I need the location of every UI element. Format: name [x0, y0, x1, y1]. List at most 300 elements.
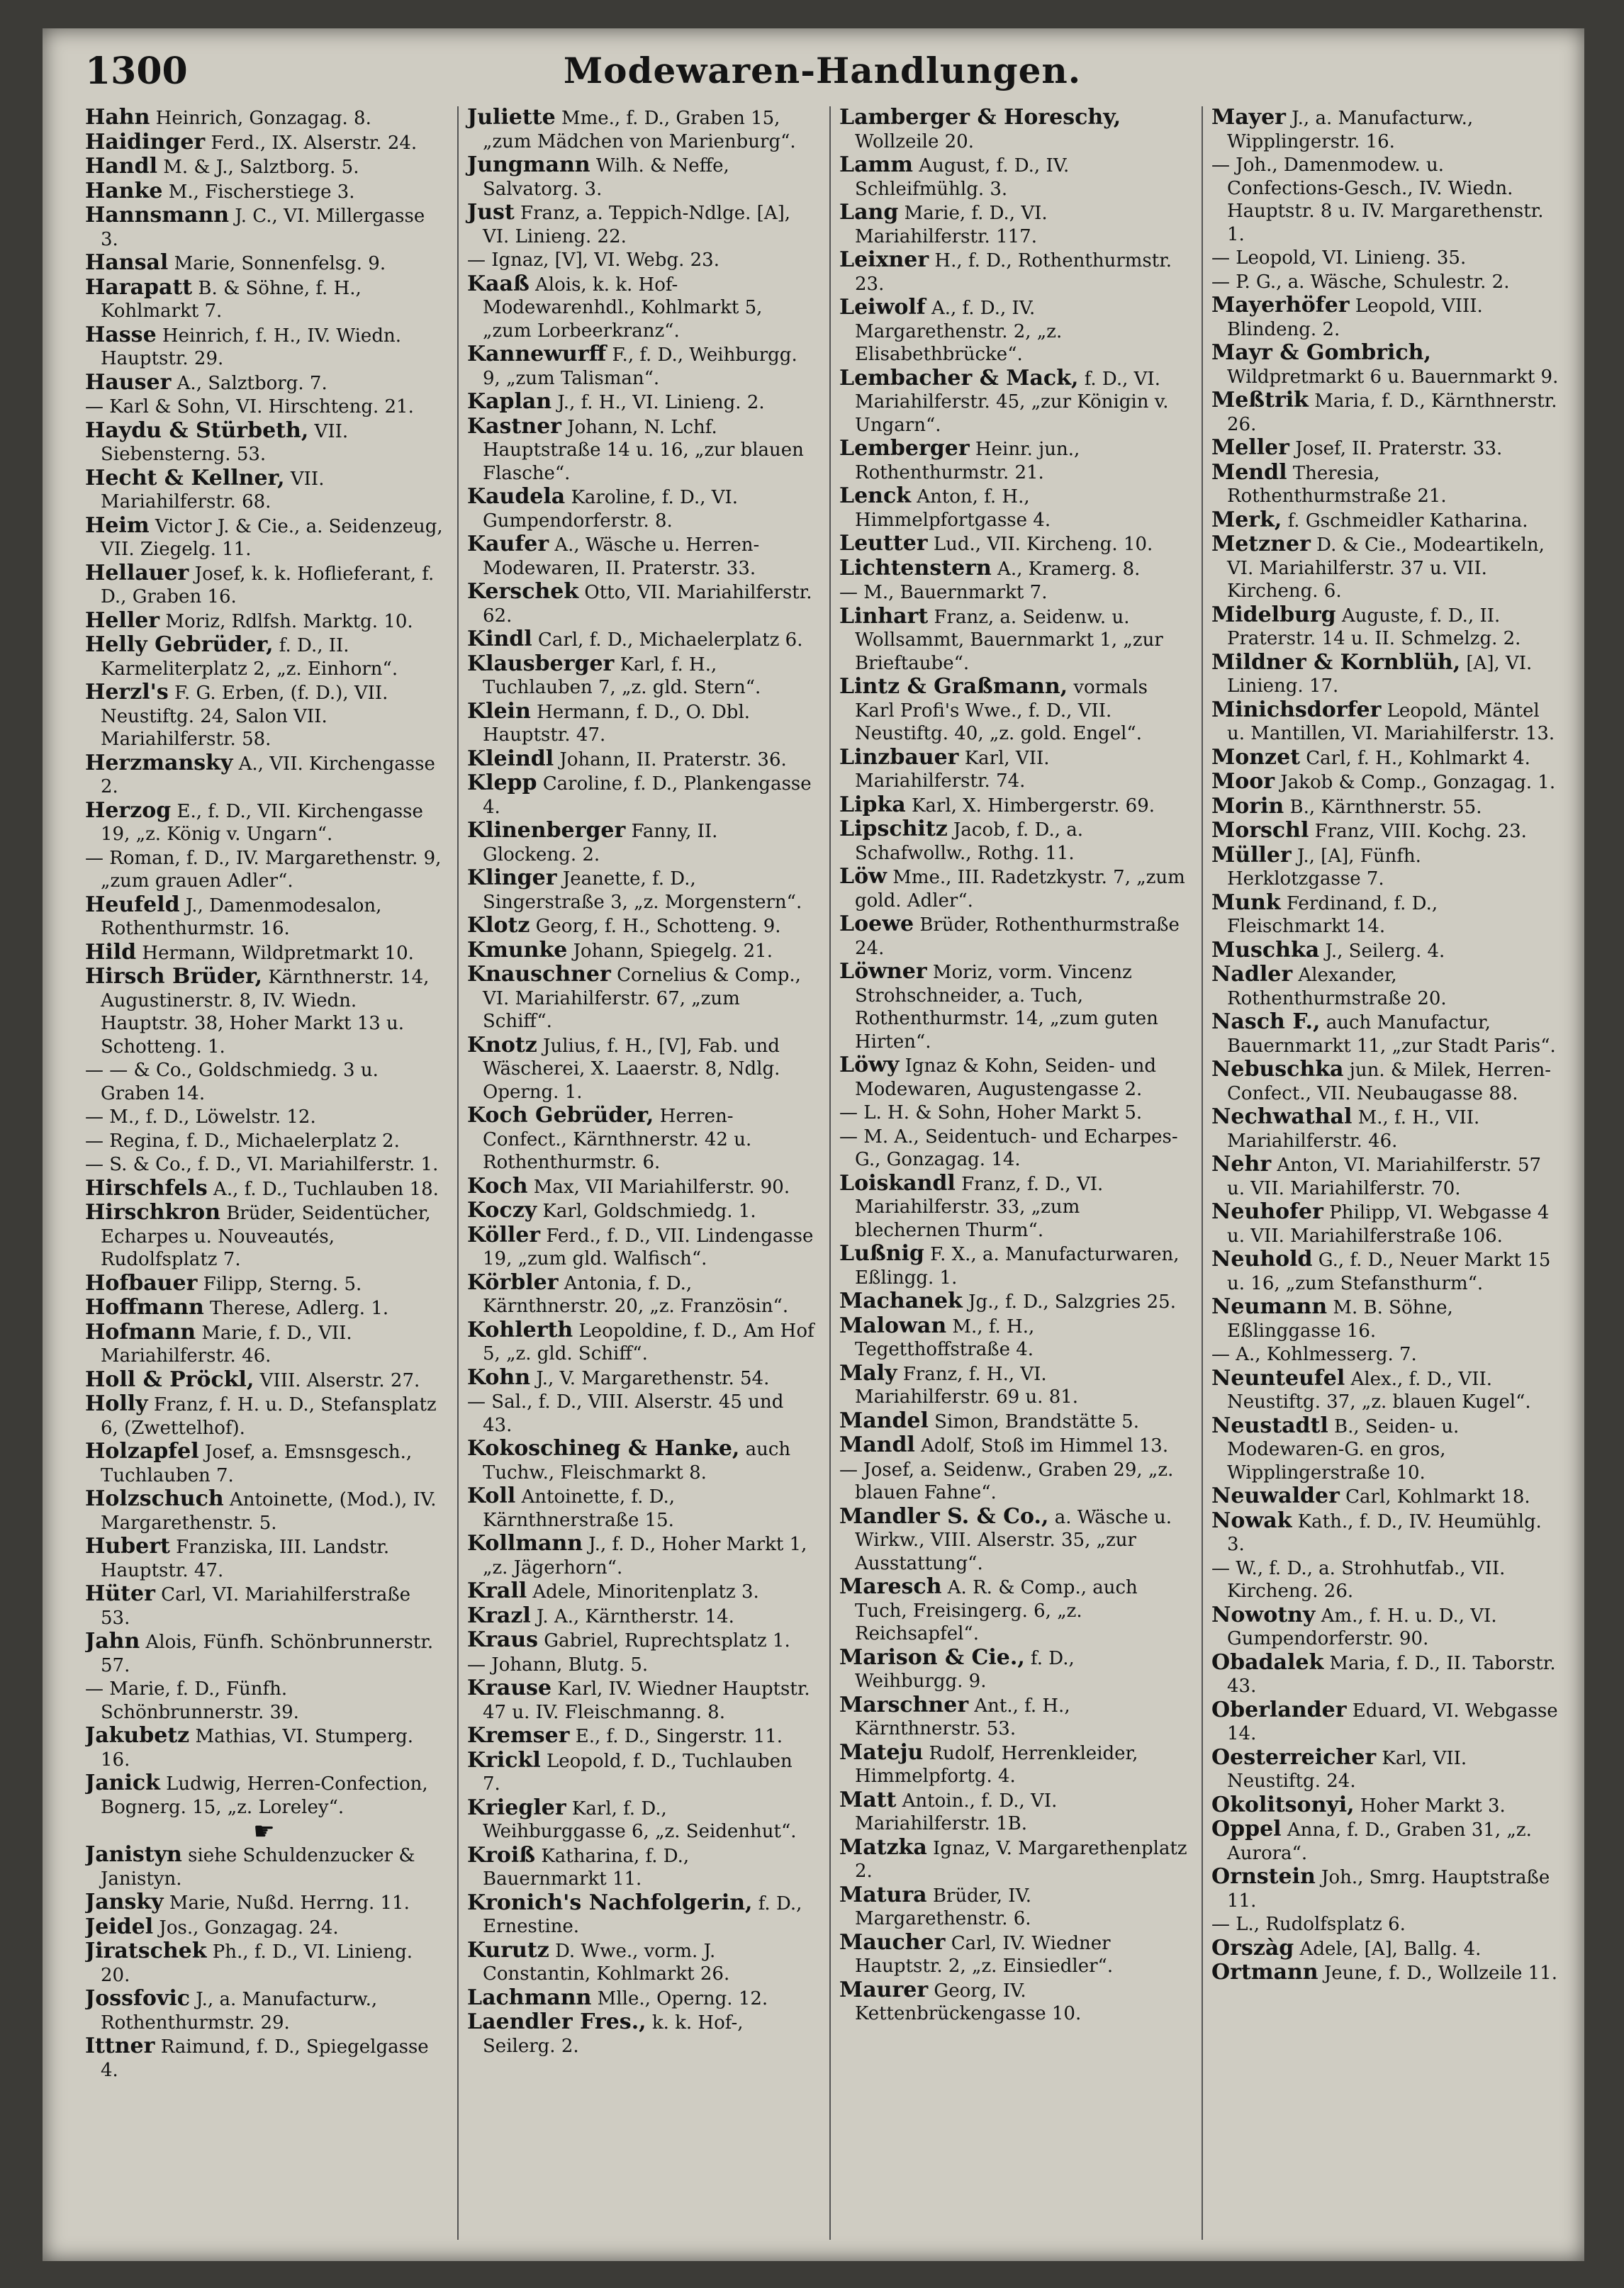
entry-details: a. Wäsche u. Wirkw., VIII. Alserstr. 35, „zur Ausstattung“. [855, 1506, 1172, 1574]
entry-name: Lenck [839, 483, 912, 508]
directory-entry [1211, 892, 1559, 938]
entry-details: Mme., f. D., Graben 15, „zum Mädchen von Marienburg“. [483, 108, 796, 152]
entry-details: D. & Cie., Modeartikeln, VI. Mariahilferstr. 37 u. VII. Kircheng. 6. [1227, 534, 1545, 602]
directory-entry [839, 106, 1187, 153]
entry-name: Kohn [467, 1364, 531, 1390]
entry-name: Moor [1211, 769, 1275, 794]
entry-name: Hasse [85, 322, 157, 347]
directory-entry [839, 1362, 1187, 1409]
entry-details: Alexander, Rothenthurmstraße 20. [1227, 965, 1447, 1009]
directory-entry [1211, 294, 1559, 341]
entry-name: Mayerhöfer [1211, 293, 1350, 318]
entry-name: Ornstein [1211, 1864, 1316, 1889]
directory-entry [467, 533, 815, 580]
entry-details: Moriz, Rdlfsh. Marktg. 10. [159, 610, 413, 632]
entry-name: Maresch [839, 1574, 942, 1599]
entry-name: Lemberger [839, 436, 970, 461]
directory-entry [1211, 389, 1559, 436]
entry-name: Machanek [839, 1289, 963, 1313]
entry-name: Oppel [1211, 1817, 1282, 1841]
entry-name: Müller [1211, 842, 1292, 868]
entry-details: Johann, N. Lchf. Hauptstraße 14 u. 16, „zur blauen Flasche“. [483, 416, 804, 484]
directory-entry [85, 607, 443, 634]
entry-name: Jossfovic [85, 1986, 190, 2011]
directory-entry [1211, 819, 1559, 843]
entry-name: Koll [467, 1484, 516, 1508]
directory-entry [85, 1369, 443, 1393]
entry-name: Matt [839, 1787, 897, 1812]
entry-name: Lintz & Graßmann, [839, 674, 1068, 699]
entry-details: — Johann, Blutg. 5. [467, 1654, 649, 1676]
entry-details: — W., f. D., a. Strohhutfab., VII. Kircheng. 26. [1211, 1557, 1506, 1602]
directory-entry [839, 1739, 1187, 1788]
directory-entry [839, 1101, 1187, 1125]
entry-details: Am., f. H. u. D., VI. Gumpendorferstr. 90. [1227, 1605, 1497, 1649]
entry-name: Laendler Fres., [467, 2009, 646, 2034]
entry-details: M., f. H., Tegetthoffstraße 4. [855, 1316, 1035, 1360]
entry-name: Leutter [839, 531, 928, 556]
entry-details: August, f. D., IV. Schleifmühlg. 3. [855, 155, 1070, 200]
directory-columns [85, 106, 1559, 2240]
directory-entry [839, 296, 1187, 366]
entry-name: Kaufer [467, 532, 549, 556]
entry-details: Franz, a. Teppich-Ndlge. [A], VI. Linieng. 22. [483, 203, 791, 247]
entry-details: Maria, f. D., II. Taborstr. 43. [1227, 1652, 1556, 1697]
entry-details: — Ignaz, [V], VI. Webg. 23. [467, 249, 719, 271]
entry-details: Jos., Gonzagag. 24. [153, 1917, 339, 1939]
directory-entry [85, 1725, 443, 1771]
directory-entry [839, 1979, 1187, 2026]
entry-name: Hofbauer [85, 1270, 198, 1296]
entry-details: Wilh. & Neffe, Salvatorg. 3. [483, 155, 729, 200]
entry-details: J., a. Manufacturw., Wipplingerstr. 16. [1227, 108, 1474, 152]
entry-name: Löwner [839, 959, 927, 984]
directory-entry [1211, 1201, 1559, 1247]
entry-name: Köller [467, 1222, 541, 1247]
entry-name: Hild [85, 939, 137, 965]
entry-details: Karl, VII. Mariahilferstr. 74. [855, 747, 1050, 792]
directory-entry [1211, 1961, 1559, 1985]
directory-entry [85, 1296, 443, 1320]
directory-entry [85, 106, 443, 130]
entry-name: Kriegler [467, 1795, 566, 1820]
entry-details: Carl, Kohlmarkt 18. [1339, 1486, 1530, 1508]
entry-details: Jg., f. D., Salzgries 25. [962, 1291, 1176, 1313]
directory-entry [85, 1678, 443, 1724]
entry-name: Nadler [1211, 962, 1293, 987]
entry-name: Malowan [839, 1313, 947, 1338]
directory-entry [839, 913, 1187, 960]
entry-details: Caroline, f. D., Plankengasse 4. [483, 773, 812, 818]
entry-name: Maly [839, 1360, 897, 1386]
entry-name: Lamm [839, 152, 914, 177]
directory-entry [839, 485, 1187, 532]
directory-entry [467, 273, 815, 343]
directory-entry [85, 1772, 443, 1819]
entry-details: Hermann, f. D., O. Dbl. Hauptstr. 47. [483, 701, 751, 746]
entry-details: Johann, II. Praterstr. 36. [554, 748, 787, 770]
entry-name: Hofmann [85, 1319, 196, 1345]
entry-details: A., Kramerg. 8. [991, 558, 1141, 580]
directory-entry [85, 155, 443, 179]
entry-name: Lamberger & Horeschy, [839, 106, 1121, 130]
entry-details: B. & Söhne, f. H., Kohlmarkt 7. [101, 277, 362, 322]
directory-entry [467, 1725, 815, 1749]
directory-entry [85, 324, 443, 371]
entry-name: Maucher [839, 1929, 946, 1955]
entry-details: Antonia, f. D., Kärnthnerstr. 20, „z. Französin“. [483, 1272, 789, 1317]
directory-entry [85, 2035, 443, 2082]
directory-entry [1211, 651, 1559, 698]
entry-details: f. Gschmeidler Katharina. [1282, 510, 1528, 532]
directory-entry [1211, 106, 1559, 153]
entry-details: A., Wäsche u. Herren-Modewaren, II. Praterstr. 33. [483, 534, 760, 579]
directory-entry [839, 865, 1187, 912]
entry-name: Obadalek [1211, 1649, 1324, 1675]
entry-details: Joh., Smrg. Hauptstraße 11. [1227, 1867, 1550, 1912]
entry-details: Anton, VI. Mariahilferstr. 57 u. VII. Mariahilferstr. 70. [1227, 1155, 1542, 1199]
directory-entry [85, 467, 443, 514]
entry-details: Leopold, VIII. Blindeng. 2. [1227, 296, 1483, 340]
directory-entry [839, 1172, 1187, 1243]
entry-details: M., Fischerstiege 3. [162, 181, 355, 203]
entry-name: Kokoschineg & Hanke, [467, 1436, 740, 1461]
directory-entry [839, 532, 1187, 556]
entry-name: Hansal [85, 250, 169, 275]
column-2 [457, 106, 815, 2240]
entry-name: Klinger [467, 865, 557, 890]
entry-details: J., V. Margarethenstr. 54. [530, 1367, 770, 1389]
entry-details: Brüder, Seidentücher, Echarpes u. Nouveautés, Rudolfsplatz 7. [101, 1203, 431, 1270]
entry-details: Ph., f. D., VI. Linieng. 20. [101, 1941, 413, 1986]
entry-name: Harapatt [85, 274, 193, 300]
entry-name: Janistyn [85, 1842, 182, 1867]
entry-name: Knauschner [467, 962, 611, 987]
directory-entry [467, 1580, 815, 1604]
entry-details: — Leopold, VI. Linieng. 35. [1211, 247, 1467, 269]
entry-details: Alex., f. D., VII. Neustiftg. 37, „z. blauen Kugel“. [1227, 1368, 1531, 1413]
entry-details: Carl, IV. Wiedner Hauptstr. 2, „z. Einsiedler“. [855, 1932, 1114, 1977]
entry-name: Jansky [85, 1890, 164, 1914]
entry-details: Karoline, f. D., VI. Gumpendorferstr. 8. [483, 487, 739, 532]
entry-name: Kraus [467, 1627, 539, 1652]
entry-name: Kremser [467, 1723, 570, 1748]
directory-entry [85, 1583, 443, 1630]
entry-details: Victor J. & Cie., a. Seidenzeug, VII. Ziegelg. 11. [101, 515, 443, 560]
directory-entry [839, 1434, 1187, 1458]
entry-name: Kohlerth [467, 1317, 573, 1342]
directory-entry [839, 1884, 1187, 1931]
directory-entry [839, 1126, 1187, 1172]
entry-name: Lachmann [467, 1985, 592, 2010]
entry-name: Lembacher & Mack, [839, 365, 1079, 391]
directory-entry [467, 1844, 815, 1891]
directory-entry [1211, 1699, 1559, 1746]
entry-name: Morin [1211, 793, 1284, 819]
directory-entry [85, 965, 443, 1058]
entry-details: G., f. D., Neuer Markt 15 u. 16, „zum Stefansthurm“. [1227, 1250, 1551, 1294]
entry-details: J., a. Manufacturw., Rothenthurmstr. 29. [101, 1989, 378, 2034]
page-number: 1300 [85, 50, 188, 93]
directory-entry [467, 1485, 815, 1532]
entry-name: Heim [85, 512, 150, 538]
entry-details: D. Wwe., vorm. J. Constantin, Kohlmarkt 26. [483, 1940, 730, 1985]
entry-name: Löwy [839, 1053, 900, 1077]
directory-entry [85, 1177, 443, 1201]
entry-name: Klein [467, 698, 531, 724]
entry-name: Kurutz [467, 1937, 549, 1963]
directory-entry [85, 417, 443, 466]
entry-details: Max, VII Mariahilferstr. 90. [527, 1176, 790, 1198]
entry-name: Krall [467, 1578, 527, 1603]
pointing-hand-icon: ☛ [253, 1817, 275, 1846]
entry-details: Moriz, vorm. Vincenz Strohschneider, a. Tuch, Rothenthurmstr. 14, „zum guten Hirten“. [855, 962, 1158, 1053]
directory-entry [467, 415, 815, 486]
entry-name: Kleindl [467, 746, 554, 771]
entry-details: Karl, Goldschmiedg. 1. [537, 1201, 756, 1222]
entry-details: Carl, f. H., Kohlmarkt 4. [1300, 747, 1530, 769]
entry-details: Mathias, VI. Stumperg. 16. [101, 1726, 414, 1771]
entry-details: F., f. D., Weihburgg. 9, „zum Talisman“. [483, 344, 797, 389]
entry-name: Helly Gebrüder, [85, 632, 274, 657]
entry-details: — M., Bauernmarkt 7. [839, 582, 1048, 603]
directory-entry [85, 276, 443, 323]
directory-entry [1211, 1011, 1559, 1058]
entry-details: Katharina, f. D., Bauernmarkt 11. [483, 1845, 690, 1890]
entry-details: Brüder, Rothenthurmstraße 24. [855, 914, 1180, 959]
directory-entry [839, 794, 1187, 818]
directory-entry [467, 867, 815, 914]
entry-name: Mateju [839, 1739, 924, 1765]
directory-entry [467, 1892, 815, 1939]
entry-details: VII. Mariahilferstr. 68. [101, 468, 325, 512]
entry-name: Meßtrik [1211, 388, 1309, 413]
entry-details: — Regina, f. D., Michaelerplatz 2. [85, 1130, 400, 1152]
entry-details: J., Seilerg. 4. [1319, 940, 1445, 962]
entry-name: Hannsmann [85, 203, 230, 228]
entry-details: Leopold, f. D., Tuchlauben 7. [483, 1750, 793, 1795]
directory-entry [85, 1535, 443, 1582]
directory-entry [839, 437, 1187, 484]
directory-entry [1211, 1343, 1559, 1367]
directory-entry [85, 752, 443, 799]
entry-details: A., f. D., IV. Margarethenstr. 2, „z. Elisabethbrücke“. [855, 298, 1063, 365]
directory-entry [1211, 1913, 1559, 1936]
entry-details: — Marie, f. D., Fünfh. Schönbrunnerstr. 39. [85, 1678, 299, 1723]
directory-entry [467, 939, 815, 963]
entry-name: Krazl [467, 1603, 531, 1628]
entry-name: Neuhold [1211, 1247, 1313, 1272]
entry-details: Brüder, IV. Margarethenstr. 6. [855, 1885, 1032, 1929]
directory-entry [1211, 154, 1559, 246]
entry-details: Heinrich, Gonzagag. 8. [150, 108, 371, 129]
directory-entry [467, 1199, 815, 1223]
directory-entry [1211, 1557, 1559, 1603]
entry-name: Löw [839, 864, 887, 889]
entry-details: Karl, f. D., Weihburggasse 6, „z. Seidenhut“. [483, 1798, 797, 1842]
directory-entry [839, 1459, 1187, 1505]
directory-entry [467, 1175, 815, 1199]
directory-entry [1211, 1510, 1559, 1557]
entry-name: Mandel [839, 1408, 929, 1433]
directory-entry [1211, 770, 1559, 795]
entry-name: Klotz [467, 913, 530, 938]
entry-details: — P. G., a. Wäsche, Schulestr. 2. [1211, 271, 1510, 293]
entry-details: Wildpretmarkt 6 u. Bauernmarkt 9. [1227, 366, 1559, 388]
entry-name: Hecht & Kellner, [85, 465, 285, 490]
entry-details: J. C., VI. Millergasse 3. [101, 206, 425, 250]
entry-details: Franz, f. H., VI. Mariahilferstr. 69 u. 81. [855, 1363, 1079, 1408]
entry-name: Heller [85, 607, 160, 633]
entry-details: Josef, k. k. Hoflieferant, f. D., Graben 16. [101, 563, 435, 607]
directory-entry [839, 1290, 1187, 1314]
entry-details: siehe Schuldenzucker & Janistyn. [101, 1845, 415, 1890]
entry-details: J., [A], Fünfh. Herklotzgasse 7. [1227, 845, 1421, 890]
column-1 [85, 106, 443, 2240]
directory-entry [467, 653, 815, 700]
directory-entry [467, 1654, 815, 1677]
directory-entry [1211, 1937, 1559, 1961]
directory-entry [467, 1629, 815, 1653]
entry-name: Jiratschek [85, 1939, 207, 1963]
entry-name: Hanke [85, 178, 163, 203]
page-title: Modewaren-Handlungen. [563, 50, 1082, 91]
entry-details: Ferd., IX. Alserstr. 24. [205, 132, 418, 154]
directory-entry [85, 1130, 443, 1153]
entry-name: Neunteufel [1211, 1365, 1345, 1391]
entry-name: Nechwathal [1211, 1104, 1353, 1129]
entry-name: Linhart [839, 603, 929, 629]
entry-details: Heinr. jun., Rothenthurmstr. 21. [855, 439, 1080, 483]
entry-details: Josef, a. Emsnsgesch., Tuchlauben 7. [101, 1442, 413, 1486]
entry-name: Körbler [467, 1269, 559, 1295]
directory-entry [467, 2011, 815, 2058]
entry-details: A., VII. Kirchengasse 2. [101, 753, 435, 797]
entry-name: Lipschitz [839, 817, 948, 841]
directory-entry [85, 1987, 443, 2034]
entry-name: Hüter [85, 1581, 155, 1606]
entry-details: Wollzeile 20. [855, 130, 974, 152]
entry-details: Maria, f. D., Kärnthnerstr. 26. [1227, 391, 1557, 435]
entry-name: Nebuschka [1211, 1057, 1344, 1082]
directory-entry [85, 1106, 443, 1129]
entry-name: Loiskandl [839, 1170, 956, 1196]
directory-entry [839, 1054, 1187, 1101]
entry-details: Karl, VII. Neustiftg. 24. [1227, 1747, 1467, 1792]
entry-details: Jeune, f. D., Wollzeile 11. [1318, 1963, 1557, 1984]
entry-details: J., Damenmodesalon, Rothenthurmstr. 16. [101, 895, 382, 939]
entry-details: [A], VI. Linieng. 17. [1227, 652, 1533, 697]
entry-details: Adele, Minoritenplatz 3. [527, 1581, 759, 1603]
entry-details: M. & J., Salztborg. 5. [157, 157, 359, 178]
entry-details: Anna, f. D., Graben 31, „z. Aurora“. [1227, 1819, 1532, 1864]
entry-name: Kroiß [467, 1842, 536, 1868]
entry-details: Franz, f. D., VI. Mariahilferstr. 33, „zum blechernen Thurm“. [855, 1173, 1104, 1241]
directory-entry [467, 1269, 815, 1318]
entry-details: Antoinette, (Mod.), IV. Margarethenstr. 5. [101, 1489, 437, 1534]
directory-entry [85, 371, 443, 396]
entry-details: f. D., Weihburgg. 9. [855, 1647, 1075, 1692]
directory-entry [1211, 1818, 1559, 1865]
directory-entry [467, 1987, 815, 2011]
entry-details: Franziska, III. Landstr. Hauptstr. 47. [101, 1537, 390, 1581]
directory-entry [839, 249, 1187, 296]
entry-details: — Karl & Sohn, VI. Hirschteng. 21. [85, 396, 414, 417]
directory-entry [839, 557, 1187, 581]
entry-details: Jeanette, f. D., Singerstraße 3, „z. Morgenstern“. [483, 868, 802, 913]
directory-entry [1211, 1485, 1559, 1509]
entry-details: B., Seiden- u. Modewaren-G. en gros, Wipplingerstraße 10. [1227, 1415, 1460, 1484]
entry-details: — L. H. & Sohn, Hoher Markt 5. [839, 1102, 1143, 1123]
entry-name: Nowotny [1211, 1602, 1316, 1627]
entry-details: — Roman, f. D., IV. Margarethenstr. 9, „zum grauen Adler“. [85, 847, 442, 892]
entry-name: Kindl [467, 627, 532, 651]
entry-details: Otto, VII. Mariahilferstr. 62. [483, 582, 812, 627]
entry-details: Ferdinand, f. D., Fleischmarkt 14. [1227, 892, 1438, 937]
entry-name: Holzapfel [85, 1439, 199, 1464]
entry-name: Mandl [839, 1432, 915, 1457]
directory-entry [85, 1940, 443, 1987]
entry-name: Metzner [1211, 532, 1311, 556]
entry-details: Carl, f. D., Michaelerplatz 6. [532, 629, 803, 651]
entry-details: Ignaz & Kohn, Seiden- und Modewaren, Augustengasse 2. [855, 1055, 1157, 1100]
directory-entry [85, 1272, 443, 1296]
directory-entry [467, 748, 815, 772]
entry-details: Hoher Markt 3. [1354, 1795, 1506, 1817]
directory-entry [467, 1677, 815, 1724]
entry-name: Jakubetz [85, 1723, 190, 1748]
entry-details: Karl, f. H., Tuchlauben 7, „z. gld. Stern“. [483, 654, 761, 698]
entry-details: Hermann, Wildpretmarkt 10. [136, 942, 414, 964]
directory-entry [467, 581, 815, 627]
directory-entry [467, 914, 815, 938]
entry-details: Heinrich, f. H., IV. Wiedn. Hauptstr. 29. [101, 325, 401, 369]
entry-name: Klinenberger [467, 818, 626, 843]
directory-entry [1211, 939, 1559, 963]
directory-entry [1211, 746, 1559, 770]
entry-name: Krickl [467, 1747, 541, 1773]
directory-entry [467, 1939, 815, 1986]
entry-name: Holl & Pröckl, [85, 1367, 254, 1392]
entry-name: Heufeld [85, 892, 180, 917]
entry-name: Nowak [1211, 1508, 1292, 1533]
directory-entry [1211, 1106, 1559, 1153]
directory-entry [467, 1224, 815, 1271]
entry-details: Mme., III. Radetzkystr. 7, „zum gold. Adler“. [855, 867, 1185, 912]
entry-details: A., f. D., Tuchlauben 18. [207, 1178, 439, 1200]
directory-entry [1211, 1866, 1559, 1912]
entry-details: Alois, Fünfh. Schönbrunnerstr. 57. [101, 1632, 434, 1676]
entry-name: Marschner [839, 1692, 969, 1717]
entry-name: Oesterreicher [1211, 1744, 1377, 1770]
directory-entry [467, 1364, 815, 1391]
directory-entry [467, 1391, 815, 1437]
entry-name: Lichtenstern [839, 555, 992, 581]
directory-entry [839, 605, 1187, 675]
entry-name: Mandler S. & Co., [839, 1503, 1049, 1529]
directory-entry [1211, 1296, 1559, 1342]
entry-name: Monzet [1211, 744, 1301, 770]
directory-entry [85, 1440, 443, 1487]
directory-entry [839, 1931, 1187, 1978]
entry-details: Franz, a. Seidenw. u. Wollsammt, Bauernmarkt 1, „zur Brieftaube“. [855, 606, 1163, 674]
column-4 [1202, 106, 1559, 2240]
entry-details: Anton, f. H., Himmelpfortgasse 4. [855, 486, 1051, 531]
directory-entry [1211, 1367, 1559, 1414]
entry-name: Holzschuch [85, 1486, 224, 1511]
entry-details: f. D., II. Karmeliterplatz 2, „z. Einhorn“. [101, 635, 398, 680]
entry-name: Koch Gebrüder, [467, 1103, 654, 1128]
